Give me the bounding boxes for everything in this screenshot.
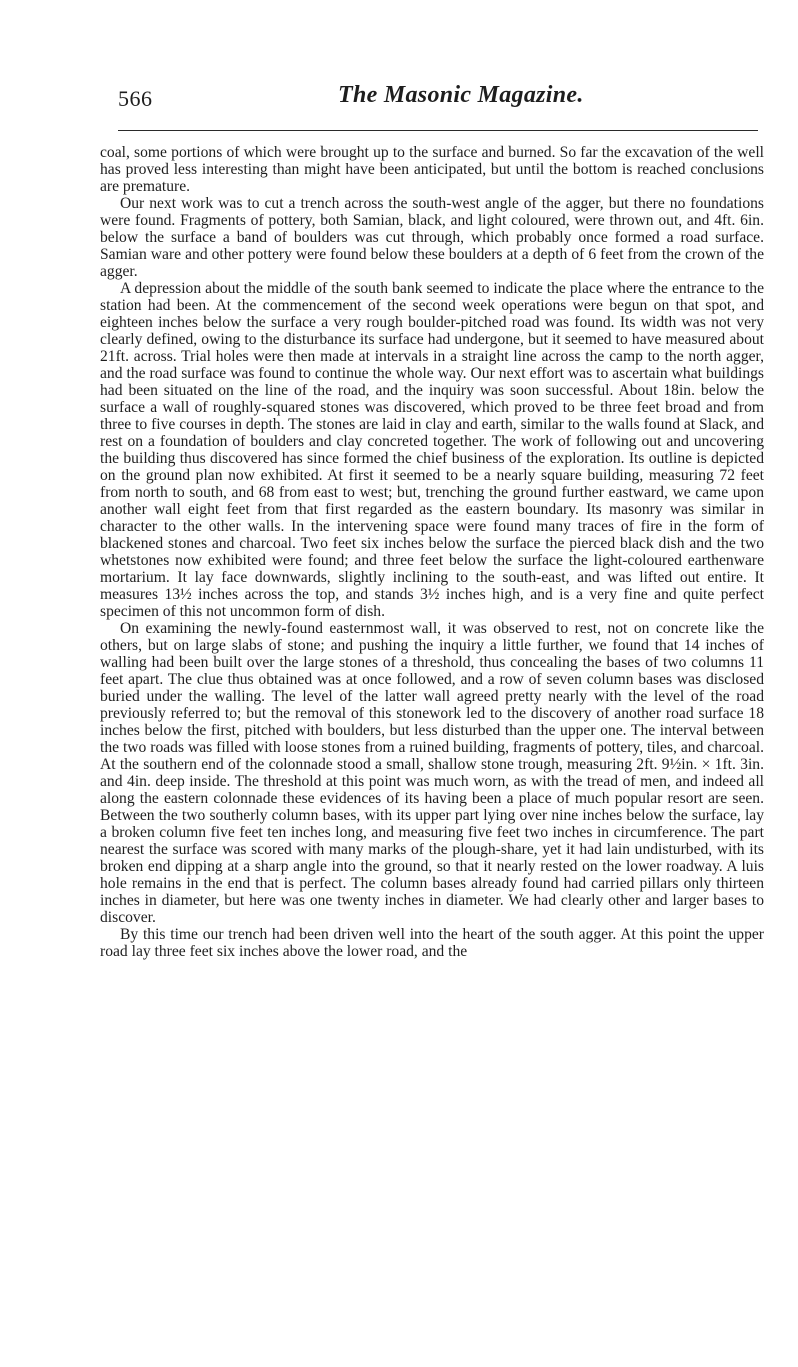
paragraph-entrance: A depression about the middle of the south bank seemed to indicate the place where the entrance to the station had been. At the commencement of the second week operations were begun on that spot, and eighteen inches below the surface a very rough boulder-pitched road was found. Its width was not very clearly defined, owing to the disturbance its surface had undergone, but it seemed to have measured about 21ft. across. Trial holes were then made at intervals in a straight line across the camp to the north agger, and the road surface was found to continue the whole way. Our next effort was to ascertain what buildings had been situated on the line of the road, and the inquiry was soon successful. About 18in. below the surface a wall of roughly-squared stones was discovered, which proved to be three feet broad and from three to five courses in depth. The stones are laid in clay and earth, similar to the walls found at Slack, and rest on a foundation of boulders and clay concreted together. The work of following out and uncovering the building thus discovered has since formed the chief business of the exploration. Its outline is depicted on the ground plan now exhibited. At first it seemed to be a nearly square building, measuring 72 feet from north to south, and 68 from east to west; but, trenching the ground further eastward, we came upon another wall eight feet from that first regarded as the eastern boundary. Its masonry was similar in character to the other walls. In the intervening space were found many traces of fire in the form of blackened stones and charcoal. Two feet six inches below the surface the pierced black dish and the two whetstones now exhibited were found; and three feet below the surface the light-coloured earthenware mortarium. It lay face downwards, slightly inclining to the south-east, and was lifted out entire. It measures 13½ inches across the top, and stands 3½ inches high, and is a very fine and quite perfect specimen of this not uncommon form of dish. [100, 280, 764, 620]
page-header [110, 82, 765, 122]
page-number: 566 [118, 86, 153, 111]
paragraph-south-agger: By this time our trench had been driven well into the heart of the south agger. At this point the upper road lay three feet six inches above the lower road, and the [100, 926, 764, 960]
paragraph-continued: coal, some portions of which were brought up to the surface and burned. So far the excavation of the well has proved less interesting than might have been anticipated, but until the bottom is reached conclusions are premature. [100, 144, 764, 195]
paragraph-easternmost-wall: On examining the newly-found easternmost wall, it was observed to rest, not on concrete like the others, but on large slabs of stone; and pushing the inquiry a little further, we found that 14 inches of walling had been built over the large stones of a threshold, thus concealing the bases of two columns 11 feet apart. The clue thus obtained was at once followed, and a row of seven column bases was disclosed buried under the walling. The level of the latter wall agreed pretty nearly with the level of the road previously referred to; but the removal of this stonework led to the discovery of another road surface 18 inches below the first, pitched with boulders, but less disturbed than the upper one. The interval between the two roads was filled with loose stones from a ruined building, fragments of pottery, tiles, and charcoal. At the southern end of the colonnade stood a small, shallow stone trough, measuring 2ft. 9½in. × 1ft. 3in. and 4in. deep inside. The threshold at this point was much worn, as with the tread of men, and indeed all along the eastern colonnade these evidences of its having been a place of much popular resort are seen. Between the two southerly column bases, with its upper part lying over nine inches below the surface, lay a broken column five feet ten inches long, and measuring five feet two inches in circumference. The part nearest the surface was scored with many marks of the plough-share, yet it had lain undisturbed, with its broken end dipping at a sharp angle into the ground, so that it nearly rested on the lower roadway. A luis hole remains in the end that is perfect. The column bases already found had carried pillars only thirteen inches in diameter, but here was one twenty inches in diameter. We had clearly other and larger bases to discover. [100, 620, 764, 926]
running-title: The Masonic Magazine. [338, 82, 584, 108]
article-body [100, 144, 764, 960]
header-rule [118, 130, 758, 131]
paragraph-trench: Our next work was to cut a trench across the south-west angle of the agger, but there no foundations were found. Fragments of pottery, both Samian, black, and light coloured, were thrown out, and 4ft. 6in. below the surface a band of boulders was cut through, which probably once formed a road surface. Samian ware and other pottery were found below these boulders at a depth of 6 feet from the crown of the agger. [100, 195, 764, 280]
